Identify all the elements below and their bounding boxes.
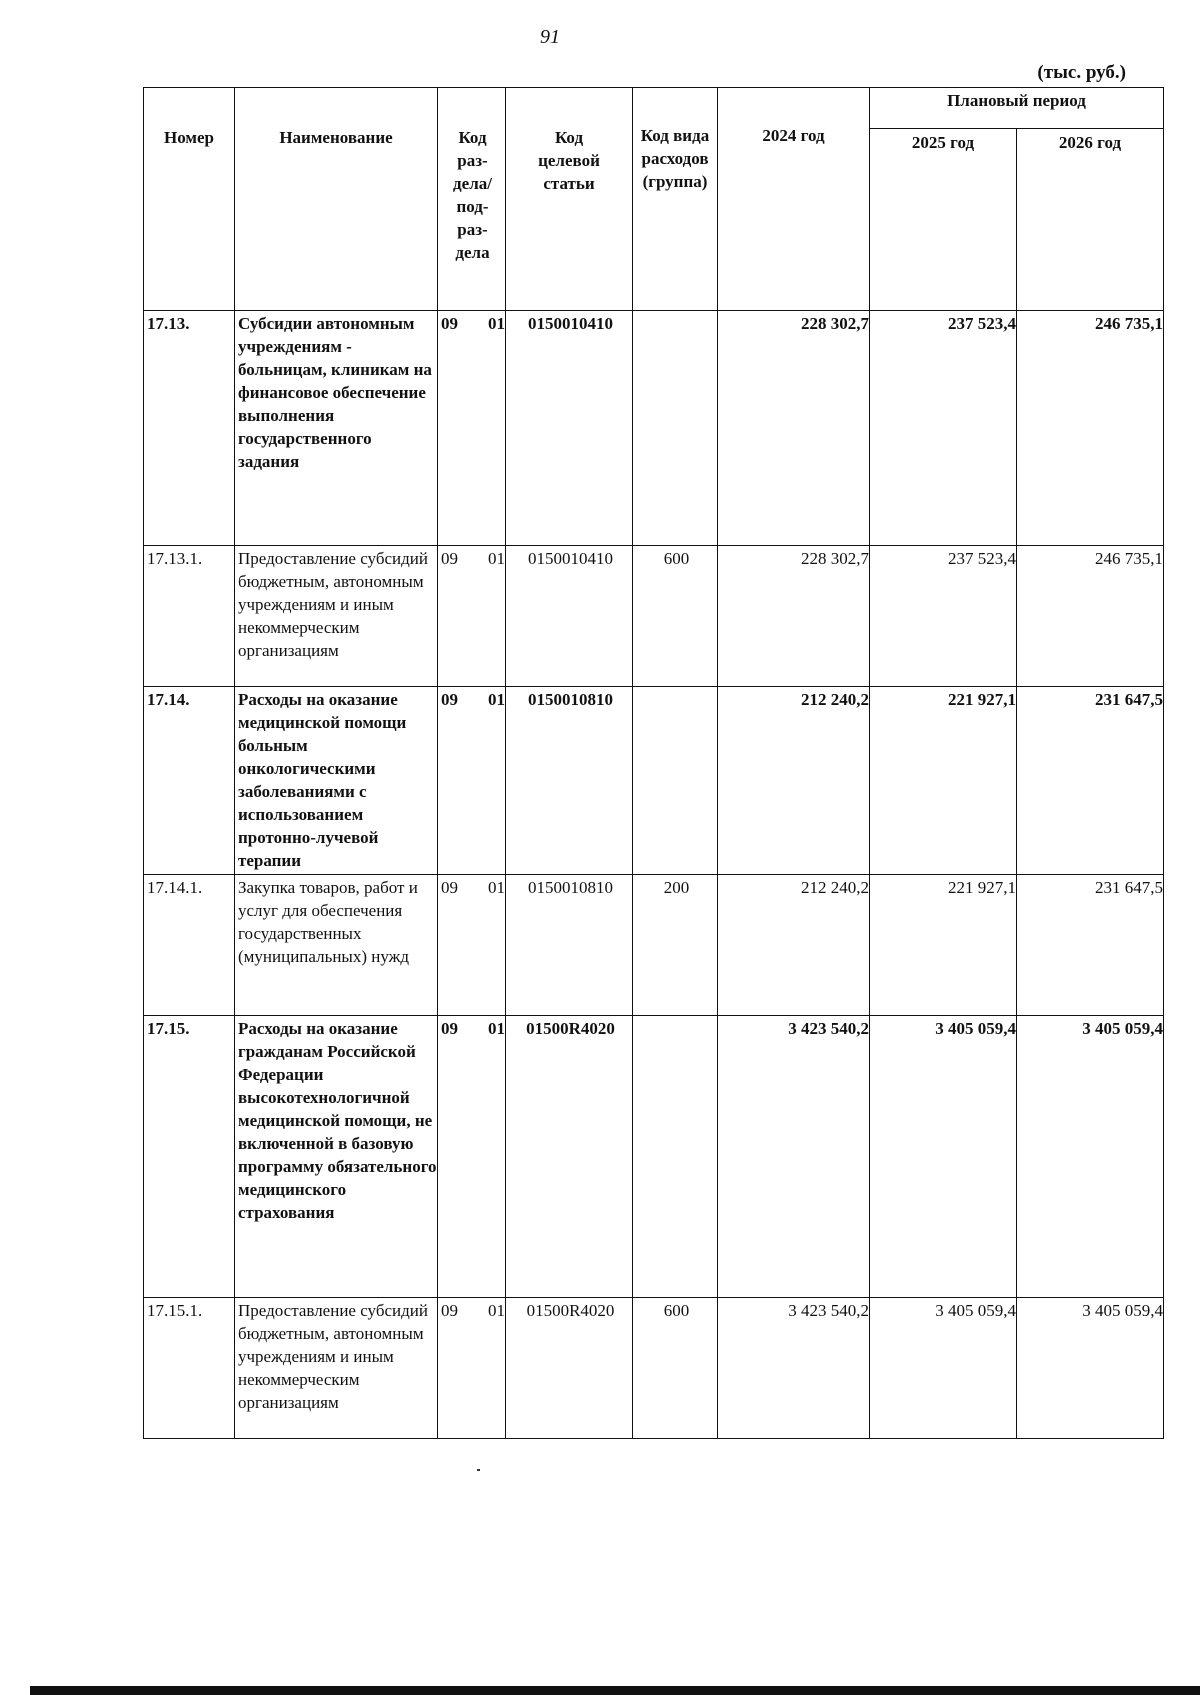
row-amount-2026: 231 647,5 bbox=[1017, 875, 1164, 1016]
row-kod-razdela bbox=[438, 687, 506, 875]
header-2024: 2024 год bbox=[718, 88, 870, 311]
kod-razdela-wrap bbox=[441, 876, 505, 899]
row-number: 17.13.1. bbox=[144, 546, 235, 687]
row-celevaya-statya: 01500R4020 bbox=[506, 1016, 633, 1298]
row-kod-razdela bbox=[438, 546, 506, 687]
row-razdel: 09 bbox=[441, 690, 458, 709]
header-nomer: Номер bbox=[144, 88, 235, 311]
scan-speck bbox=[477, 1469, 480, 1471]
row-amount-2024: 3 423 540,2 bbox=[718, 1298, 870, 1439]
row-amount-2024: 228 302,7 bbox=[718, 311, 870, 546]
row-podrazdel: 01 bbox=[488, 1019, 505, 1038]
row-amount-2024: 212 240,2 bbox=[718, 687, 870, 875]
table-row bbox=[144, 875, 1164, 1016]
row-kod-razdela bbox=[438, 311, 506, 546]
row-vid-rashodov bbox=[633, 1016, 718, 1298]
row-vid-rashodov bbox=[633, 311, 718, 546]
kod-razdela-wrap bbox=[441, 1299, 505, 1322]
row-name: Субсидии автономным учреждениям - больницам, клиникам на финансовое обеспечение выполнения государственного задания bbox=[235, 311, 438, 546]
row-amount-2025: 221 927,1 bbox=[870, 875, 1017, 1016]
row-amount-2025: 237 523,4 bbox=[870, 546, 1017, 687]
page-number: 91 bbox=[540, 26, 560, 48]
header-2026: 2026 год bbox=[1017, 129, 1164, 311]
row-amount-2025: 3 405 059,4 bbox=[870, 1016, 1017, 1298]
bottom-rule bbox=[30, 1686, 1200, 1695]
row-amount-2026: 246 735,1 bbox=[1017, 311, 1164, 546]
row-number: 17.14.1. bbox=[144, 875, 235, 1016]
row-razdel: 09 bbox=[441, 1301, 458, 1320]
row-number: 17.14. bbox=[144, 687, 235, 875]
row-vid-rashodov bbox=[633, 687, 718, 875]
table-row bbox=[144, 311, 1164, 546]
units-label: (тыс. руб.) bbox=[1037, 62, 1126, 83]
row-kod-razdela bbox=[438, 875, 506, 1016]
row-amount-2026: 3 405 059,4 bbox=[1017, 1016, 1164, 1298]
header-planovy-period: Плановый период bbox=[870, 88, 1164, 129]
row-podrazdel: 01 bbox=[488, 878, 505, 897]
row-celevaya-statya: 01500R4020 bbox=[506, 1298, 633, 1439]
row-celevaya-statya: 0150010810 bbox=[506, 875, 633, 1016]
header-kod-celevoy: Код целевой статьи bbox=[506, 88, 633, 311]
row-number: 17.13. bbox=[144, 311, 235, 546]
kod-razdela-wrap bbox=[441, 312, 505, 335]
row-number: 17.15. bbox=[144, 1016, 235, 1298]
row-celevaya-statya: 0150010410 bbox=[506, 546, 633, 687]
row-podrazdel: 01 bbox=[488, 1301, 505, 1320]
kod-razdela-wrap bbox=[441, 1017, 505, 1040]
row-name: Предоставление субсидий бюджетным, автономным учреждениям и иным некоммерческим организациям bbox=[235, 546, 438, 687]
row-kod-razdela bbox=[438, 1016, 506, 1298]
row-amount-2024: 212 240,2 bbox=[718, 875, 870, 1016]
header-naimenovanie: Наименование bbox=[235, 88, 438, 311]
table-row bbox=[144, 1016, 1164, 1298]
row-amount-2025: 221 927,1 bbox=[870, 687, 1017, 875]
row-vid-rashodov: 200 bbox=[633, 875, 718, 1016]
table-body bbox=[144, 311, 1164, 1439]
header-kod-vida: Код вида расходов (группа) bbox=[633, 88, 718, 311]
header-kod-razdela: Код раз-дела/ под-раз-дела bbox=[438, 88, 506, 311]
row-amount-2026: 3 405 059,4 bbox=[1017, 1298, 1164, 1439]
row-celevaya-statya: 0150010410 bbox=[506, 311, 633, 546]
row-podrazdel: 01 bbox=[488, 314, 505, 333]
row-razdel: 09 bbox=[441, 878, 458, 897]
row-amount-2024: 228 302,7 bbox=[718, 546, 870, 687]
row-name: Предоставление субсидий бюджетным, автономным учреждениям и иным некоммерческим организациям bbox=[235, 1298, 438, 1439]
row-razdel: 09 bbox=[441, 314, 458, 333]
row-razdel: 09 bbox=[441, 549, 458, 568]
table-row bbox=[144, 1298, 1164, 1439]
table-row bbox=[144, 687, 1164, 875]
row-amount-2026: 231 647,5 bbox=[1017, 687, 1164, 875]
row-amount-2025: 3 405 059,4 bbox=[870, 1298, 1017, 1439]
kod-razdela-wrap bbox=[441, 688, 505, 711]
row-amount-2025: 237 523,4 bbox=[870, 311, 1017, 546]
kod-razdela-wrap bbox=[441, 547, 505, 570]
row-name: Расходы на оказание медицинской помощи больным онкологическими заболеваниями с использованием протонно-лучевой терапии bbox=[235, 687, 438, 875]
row-number: 17.15.1. bbox=[144, 1298, 235, 1439]
header-row bbox=[144, 88, 1164, 129]
row-podrazdel: 01 bbox=[488, 690, 505, 709]
row-kod-razdela bbox=[438, 1298, 506, 1439]
table-row bbox=[144, 546, 1164, 687]
row-name: Закупка товаров, работ и услуг для обеспечения государственных (муниципальных) нужд bbox=[235, 875, 438, 1016]
row-razdel: 09 bbox=[441, 1019, 458, 1038]
row-amount-2024: 3 423 540,2 bbox=[718, 1016, 870, 1298]
row-podrazdel: 01 bbox=[488, 549, 505, 568]
row-amount-2026: 246 735,1 bbox=[1017, 546, 1164, 687]
budget-table bbox=[143, 87, 1164, 1439]
row-vid-rashodov: 600 bbox=[633, 1298, 718, 1439]
header-2025: 2025 год bbox=[870, 129, 1017, 311]
row-celevaya-statya: 0150010810 bbox=[506, 687, 633, 875]
row-name: Расходы на оказание гражданам Российской Федерации высокотехнологичной медицинской помощи, не включенной в базовую программу обязательного медицинского страхования bbox=[235, 1016, 438, 1298]
row-vid-rashodov: 600 bbox=[633, 546, 718, 687]
